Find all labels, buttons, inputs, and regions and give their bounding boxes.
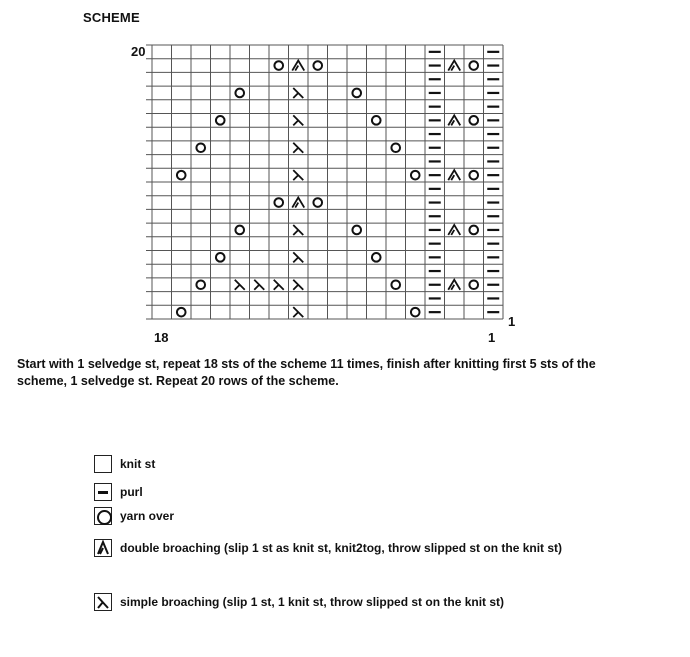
simple-broaching-mark xyxy=(274,280,284,290)
yarn-over-mark xyxy=(216,253,225,262)
simple-broaching-mark xyxy=(235,280,245,290)
simple-broaching-mark xyxy=(293,225,303,235)
yarn-over-mark xyxy=(391,143,400,152)
yarn-over-mark xyxy=(313,61,322,70)
double-broaching-mark xyxy=(292,198,304,208)
col-label-left: 18 xyxy=(154,330,169,345)
simple-broaching-mark xyxy=(293,143,303,153)
double-broaching-mark xyxy=(448,115,460,125)
yarn-over-mark xyxy=(372,253,381,262)
yarn-over-mark xyxy=(177,308,186,317)
simple-broaching-mark xyxy=(293,307,303,317)
yarn-over-mark xyxy=(352,89,361,98)
yarn-over-mark xyxy=(196,143,205,152)
chart-symbols xyxy=(177,52,499,317)
double-broaching-mark xyxy=(448,225,460,235)
legend-item-simple-broaching xyxy=(94,591,504,613)
simple-broaching-mark xyxy=(254,280,264,290)
double-broaching-mark xyxy=(448,170,460,180)
simple-broaching-icon xyxy=(94,593,112,611)
yarn-over-mark xyxy=(177,171,186,180)
yarn-over-mark xyxy=(216,116,225,125)
legend-item-yarn-over xyxy=(94,505,174,527)
double-broaching-icon xyxy=(94,539,112,557)
legend-label: yarn over xyxy=(120,509,175,523)
simple-broaching-mark xyxy=(293,115,303,125)
simple-broaching-mark xyxy=(293,88,303,98)
row-label-top: 20 xyxy=(131,44,146,59)
yarn-over-mark xyxy=(469,171,478,180)
legend-item-double-broaching xyxy=(94,537,562,559)
yarn-over-mark xyxy=(235,89,244,98)
yarn-over-mark xyxy=(313,198,322,207)
legend-label: double broaching (slip 1 st as knit st, knit2tog, throw slipped st on the knit st) xyxy=(120,541,563,555)
yarn-over-mark xyxy=(469,61,478,70)
simple-broaching-mark xyxy=(293,280,303,290)
legend-item-knit xyxy=(94,453,155,475)
purl-icon xyxy=(94,483,112,501)
col-label-right: 1 xyxy=(488,330,496,345)
double-broaching-mark xyxy=(292,61,304,71)
yarn-over-mark xyxy=(391,280,400,289)
legend-label: simple broaching (slip 1 st, 1 knit st, throw slipped st on the knit st) xyxy=(120,595,505,609)
yarn-over-mark xyxy=(274,198,283,207)
yarn-over-mark xyxy=(411,308,420,317)
yarn-over-mark xyxy=(411,171,420,180)
legend-item-purl xyxy=(94,481,143,503)
yarn-over-mark xyxy=(469,280,478,289)
yarn-over-mark xyxy=(352,226,361,235)
double-broaching-mark xyxy=(448,280,460,290)
chart-grid xyxy=(146,45,503,319)
simple-broaching-mark xyxy=(293,252,303,262)
legend-label: knit st xyxy=(120,457,156,471)
yarn-over-mark xyxy=(372,116,381,125)
knit-st-icon xyxy=(94,455,112,473)
legend-label: purl xyxy=(120,485,143,499)
yarn-over-mark xyxy=(274,61,283,70)
instructions-text: Start with 1 selvedge st, repeat 18 sts of the scheme 11 times, finish after knitting first 5 sts of the scheme, 1 selvedge st. Repeat 20 rows of the scheme. xyxy=(17,357,596,388)
yarn-over-mark xyxy=(235,226,244,235)
row-label-bottom: 1 xyxy=(508,314,516,329)
scheme-title: SCHEME xyxy=(83,10,140,25)
yarn-over-mark xyxy=(469,116,478,125)
yarn-over-mark xyxy=(469,226,478,235)
simple-broaching-mark xyxy=(293,170,303,180)
yarn-over-icon xyxy=(94,507,112,525)
yarn-over-mark xyxy=(196,280,205,289)
double-broaching-mark xyxy=(448,61,460,71)
